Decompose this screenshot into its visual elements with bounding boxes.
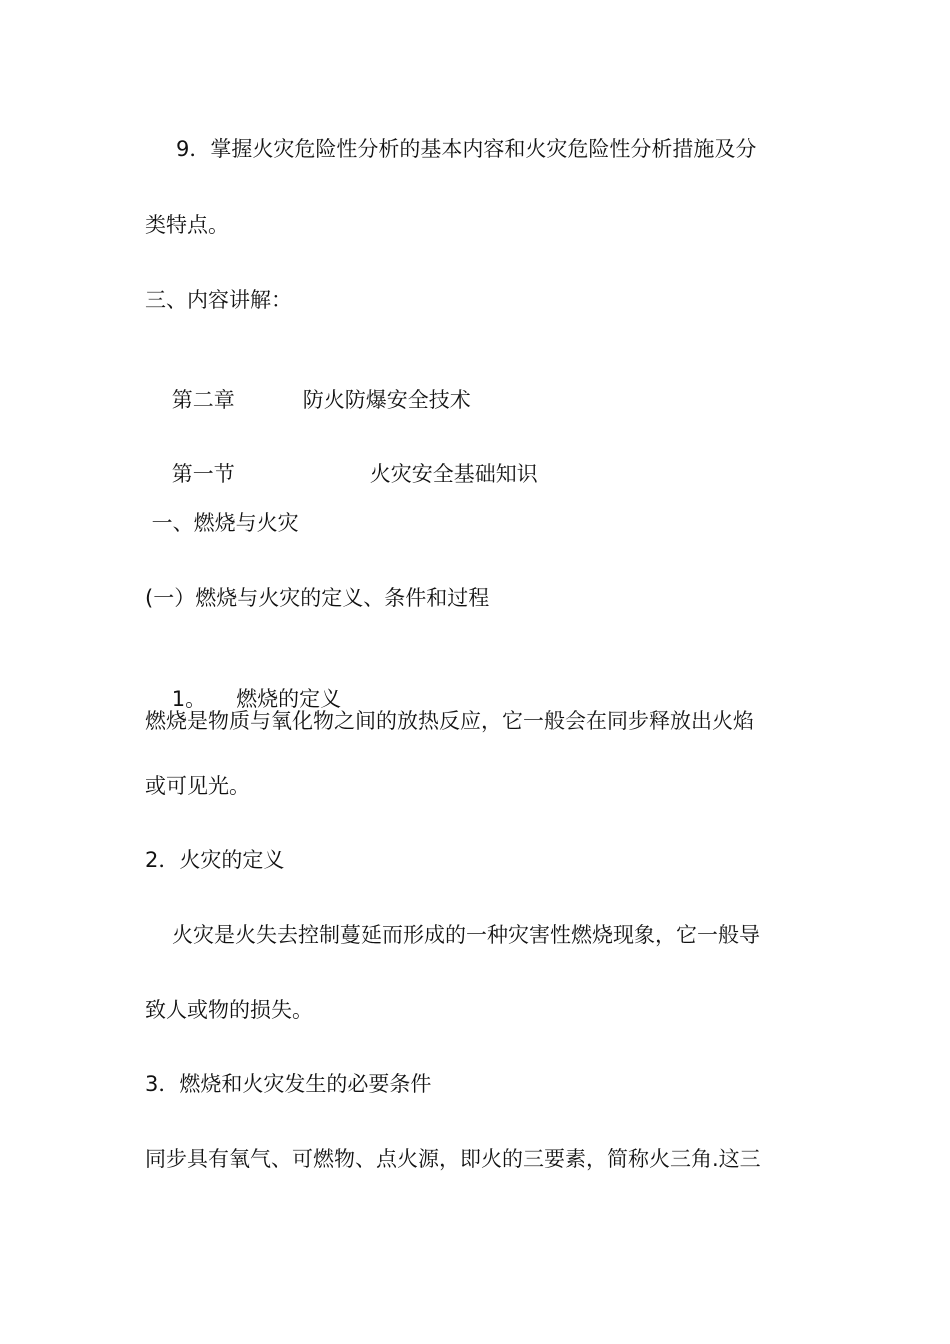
section-number: 第一节 [171, 462, 235, 486]
chapter-title: 防火防爆安全技术 [302, 388, 471, 412]
chapter-heading [145, 361, 471, 439]
section-title: 火灾安全基础知识 [369, 462, 538, 486]
subheading-definitions: (一）燃烧与火灾的定义、条件和过程 [145, 586, 490, 610]
body-necessary-conditions: 同步具有氧气、可燃物、点火源，即火的三要素，简称火三角.这三 [145, 1147, 761, 1171]
item-number-1: 1。 [171, 687, 207, 711]
item-title-1: 燃烧的定义 [236, 687, 342, 711]
body-combustion-definition: 燃烧是物质与氧化物之间的放热反应，它一般会在同步释放出火焰 [145, 709, 754, 733]
section-heading [145, 435, 538, 513]
paragraph-item-9-continued: 类特点。 [145, 213, 229, 237]
section-heading-content: 三、内容讲解： [145, 288, 292, 312]
chapter-number: 第二章 [171, 388, 235, 412]
body-fire-definition: 火灾是火失去控制蔓延而形成的一种灾害性燃烧现象，它一般导 [172, 923, 760, 947]
paragraph-item-9: 9．掌握火灾危险性分析的基本内容和火灾危险性分析措施及分 [176, 137, 757, 161]
subheading-combustion-fire: 一、燃烧与火灾 [145, 511, 299, 535]
item-heading-necessary-conditions: 3．燃烧和火灾发生的必要条件 [145, 1072, 432, 1096]
item-heading-fire-definition: 2．火灾的定义 [145, 848, 285, 872]
body-fire-definition-continued: 致人或物的损失。 [145, 998, 313, 1022]
body-combustion-definition-continued: 或可见光。 [145, 774, 250, 798]
